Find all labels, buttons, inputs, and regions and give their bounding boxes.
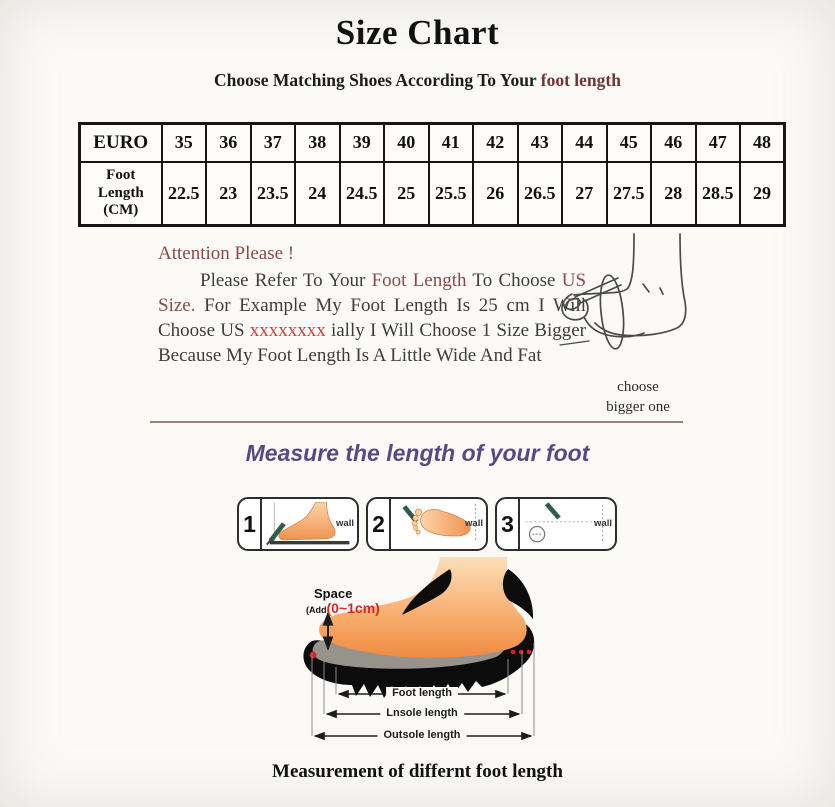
subtitle-highlight: foot length	[540, 70, 621, 90]
foot-length-cell: 27.5	[607, 162, 652, 226]
ankle-mark-icon	[660, 288, 663, 294]
step-number: 3	[497, 499, 520, 549]
pencil-icon	[547, 504, 559, 518]
euro-size-cell: 46	[651, 124, 696, 162]
step-number: 1	[239, 499, 262, 549]
euro-size-cell: 41	[429, 124, 474, 162]
euro-size-cell: 45	[607, 124, 652, 162]
euro-size-cell: 39	[340, 124, 385, 162]
subtitle-prefix: Choose Matching Shoes According To Your	[214, 70, 541, 90]
foot-length-cell: 26	[473, 162, 518, 226]
wall-label: wall	[465, 518, 483, 529]
page-subtitle	[0, 70, 835, 91]
foot-length-cell: 27	[562, 162, 607, 226]
measure-steps	[237, 497, 617, 551]
euro-size-cell: 47	[696, 124, 741, 162]
space-sub-label: (Add(0~1cm)	[306, 600, 380, 616]
measure-section-heading: Measure the length of your foot	[245, 440, 590, 466]
toe-marker-dot	[310, 652, 317, 659]
foot-length-cell: 23	[206, 162, 251, 226]
wall-label: wall	[594, 518, 612, 529]
outsole-length-label: Outsole length	[378, 729, 467, 741]
foot-length-cell: 22.5	[162, 162, 207, 226]
attention-note	[158, 243, 586, 368]
foot-length-cell: 23.5	[251, 162, 296, 226]
insole-length-label: Lnsole length	[380, 707, 464, 719]
foot-length-label: Foot length	[386, 687, 458, 699]
choose-bigger-note: choose bigger one	[606, 379, 670, 415]
euro-size-cell: 38	[295, 124, 340, 162]
page-title: Size Chart	[335, 13, 500, 52]
foot-length-cell: 29	[740, 162, 785, 226]
step-panel-2	[366, 497, 488, 551]
euro-size-cell: 36	[206, 124, 251, 162]
foot-length-cell: 25	[384, 162, 429, 226]
bottom-caption: Measurement of differnt foot length	[272, 761, 563, 782]
euro-size-cell: 42	[473, 124, 518, 162]
step-panel-1	[237, 497, 359, 551]
attention-heading: Attention Please !	[158, 243, 295, 264]
foot-length-cell: 25.5	[429, 162, 474, 226]
table-row-foot-length	[80, 162, 785, 226]
ankle-mark-icon	[643, 284, 649, 292]
euro-size-cell: 37	[251, 124, 296, 162]
euro-size-cell: 44	[562, 124, 607, 162]
space-label: Space	[314, 586, 353, 601]
shoe-cross-section-illustration	[300, 555, 540, 755]
foot-length-cell: 24.5	[340, 162, 385, 226]
euro-size-cell: 48	[740, 124, 785, 162]
size-table	[78, 122, 786, 227]
attention-paragraph: Please Refer To Your Foot Length To Choose US Size. For Example My Foot Length Is 25 cm I Will Choose US xxxxxxxx ially I Will Choose 1 Size Bigger Because My Foot Length Is A Little Wide And Fat	[158, 270, 587, 366]
wall-label: wall	[336, 518, 354, 529]
step-panel-3	[495, 497, 617, 551]
foot-length-cell: 28.5	[696, 162, 741, 226]
euro-size-cell: 43	[518, 124, 563, 162]
foot-length-cell: 26.5	[518, 162, 563, 226]
foot-length-cell: 28	[651, 162, 696, 226]
tape-measure-foot-illustration	[558, 228, 708, 373]
euro-size-cell: 35	[162, 124, 207, 162]
step-number: 2	[368, 499, 391, 549]
foot-length-cell: 24	[295, 162, 340, 226]
foot-length-row-header: Foot Length (CM)	[80, 162, 162, 226]
table-row-euro	[80, 124, 785, 162]
euro-row-header: EURO	[80, 124, 162, 162]
euro-size-cell: 40	[384, 124, 429, 162]
section-divider	[150, 421, 683, 423]
